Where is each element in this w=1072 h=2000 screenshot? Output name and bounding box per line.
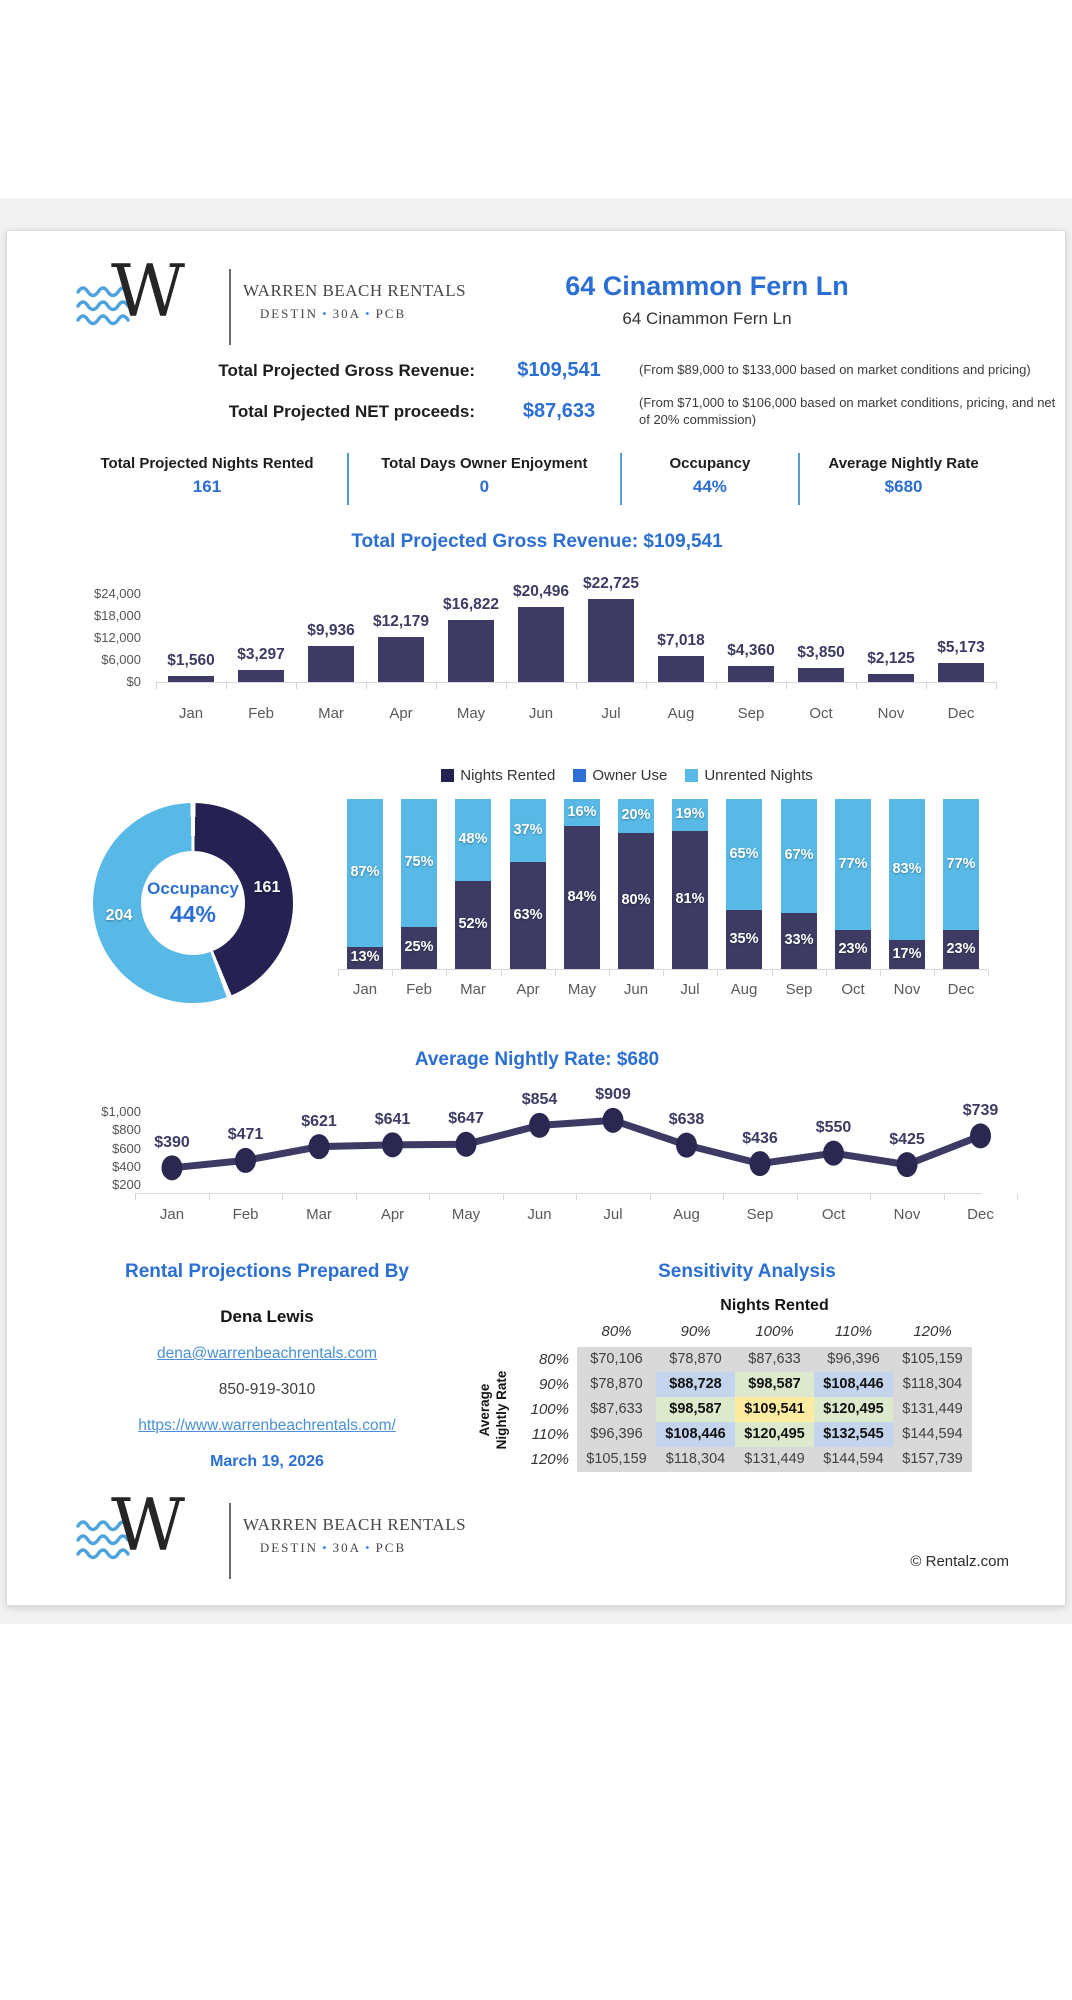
revenue-bar-feb	[238, 670, 284, 682]
x-label-aug: Aug	[730, 981, 758, 998]
brand-name: WARREN BEACH RENTALS	[243, 1515, 467, 1534]
x-label-oct: Oct	[821, 1206, 846, 1223]
rate-point-apr	[382, 1132, 403, 1157]
stack-tick	[934, 970, 935, 976]
prepared-by-block	[67, 1261, 467, 1471]
rate-value-label: $647	[448, 1110, 484, 1128]
stack-tick	[501, 970, 502, 976]
rate-value-label: $854	[521, 1091, 558, 1109]
rate-point-sep	[750, 1151, 771, 1176]
report-date: March 19, 2026	[210, 1453, 324, 1470]
unrented-pct-label: 87%	[350, 864, 380, 880]
x-label-apr: Apr	[380, 1206, 405, 1223]
logo-divider	[229, 269, 231, 345]
stat-occupancy	[622, 453, 801, 505]
sensitivity-row-header: 110%	[531, 1426, 569, 1443]
x-label-jan: Jan	[159, 1206, 185, 1223]
unrented-pct-label: 75%	[404, 854, 434, 870]
sensitivity-row-header: 120%	[530, 1451, 569, 1468]
sensitivity-cell: $120,495	[814, 1397, 893, 1422]
rented-pct-label: 63%	[513, 906, 543, 923]
bar-chart-ytick: $12,000	[94, 630, 141, 645]
sensitivity-row-header: 100%	[530, 1401, 569, 1418]
revenue-bar-jul	[588, 599, 634, 682]
revenue-bar-value: $9,936	[307, 622, 355, 639]
brand-tagline: DESTIN • 30A • PCB	[259, 1540, 407, 1555]
sensitivity-cell: $144,594	[893, 1422, 972, 1447]
stat-nights-rented	[67, 453, 349, 505]
rate-value-label: $641	[374, 1110, 411, 1128]
rate-point-dec	[970, 1123, 991, 1148]
revenue-bar-value: $12,179	[372, 613, 430, 630]
sensitivity-cell: $118,304	[656, 1447, 735, 1472]
unrented-pct-label: 67%	[784, 847, 814, 863]
x-label-nov: Nov	[893, 981, 921, 998]
x-label-nov: Nov	[877, 705, 905, 722]
sensitivity-col-header: 90%	[680, 1323, 711, 1340]
bar-chart-tick	[296, 683, 297, 689]
x-label-may: May	[567, 981, 597, 998]
rate-value-label: $550	[815, 1119, 852, 1137]
x-label-jan: Jan	[178, 705, 204, 722]
stat-owner-enjoyment	[349, 453, 622, 505]
revenue-bar-jan	[168, 676, 214, 682]
bar-chart-tick	[436, 683, 437, 689]
revenue-bar-value: $16,822	[442, 596, 500, 613]
stat-value: $680	[884, 477, 923, 496]
rate-point-oct	[823, 1141, 844, 1166]
rate-value-label: $621	[301, 1112, 337, 1130]
logo-divider	[229, 1503, 231, 1579]
revenue-bar-value: $2,125	[867, 650, 915, 667]
unrented-pct-label: 19%	[675, 806, 705, 822]
x-label-aug: Aug	[673, 1206, 700, 1223]
sensitivity-cell: $132,545	[814, 1422, 893, 1447]
stack-tick	[880, 970, 881, 976]
rented-pct-label: 84%	[567, 888, 597, 905]
rate-value-label: $436	[742, 1129, 778, 1147]
rate-point-feb	[235, 1148, 256, 1173]
stack-tick	[772, 970, 773, 976]
x-label-mar: Mar	[306, 1206, 332, 1223]
rented-pct-label: 80%	[621, 892, 651, 908]
rented-pct-label: 35%	[729, 930, 759, 947]
agent-name: Dena Lewis	[220, 1307, 314, 1326]
sensitivity-cell: $131,449	[735, 1447, 814, 1472]
line-chart-ytick: $1,000	[101, 1104, 141, 1119]
revenue-bar-value: $22,725	[582, 575, 640, 592]
stack-tick	[663, 970, 664, 976]
sensitivity-cell: $120,495	[735, 1422, 814, 1447]
sensitivity-cell: $105,159	[577, 1447, 656, 1472]
stat-label: Total Projected Nights Rented	[100, 455, 314, 472]
footer-logo	[75, 1483, 467, 1585]
revenue-bar-value: $5,173	[937, 639, 985, 656]
bar-chart-tick	[366, 683, 367, 689]
stack-tick	[338, 970, 339, 976]
bar-chart-ytick: $18,000	[94, 608, 141, 623]
x-label-sep: Sep	[746, 1206, 774, 1223]
stack-tick	[826, 970, 827, 976]
line-chart-title: Average Nightly Rate: $680	[414, 1049, 660, 1070]
sensitivity-cell: $96,396	[814, 1347, 893, 1372]
sensitivity-cell: $108,446	[656, 1422, 735, 1447]
stat-value: 44%	[692, 477, 727, 496]
sensitivity-cell: $108,446	[814, 1372, 893, 1397]
x-label-apr: Apr	[389, 705, 413, 722]
brand-tagline: DESTIN • 30A • PCB	[259, 306, 407, 321]
x-label-may: May	[451, 1206, 481, 1223]
rented-pct-label: 52%	[458, 916, 488, 932]
line-chart-ytick: $200	[112, 1177, 141, 1193]
gross-revenue-bar-chart	[7, 569, 1067, 739]
x-label-jun: Jun	[528, 705, 554, 722]
bar-chart-tick	[156, 683, 157, 689]
tagline-dot-icon: •	[365, 306, 372, 321]
sensitivity-cell: $144,594	[814, 1447, 893, 1472]
property-subtitle: 64 Cinammon Fern Ln	[622, 309, 792, 328]
stat-nightly-rate	[800, 453, 1007, 505]
rate-value-label: $909	[595, 1086, 631, 1104]
donut-center	[141, 851, 245, 955]
x-label-jul: Jul	[601, 705, 621, 722]
net-proceeds-note: (From $71,000 to $106,000 based on market conditions, pricing, and net of 20% commission)	[639, 395, 1056, 427]
unrented-pct-label: 20%	[621, 807, 651, 823]
tagline-dot-icon: •	[365, 1540, 372, 1555]
unrented-pct-label: 48%	[458, 831, 488, 847]
occupancy-section	[7, 759, 1067, 1009]
legend-swatch-icon	[685, 769, 698, 782]
revenue-bar-value: $7,018	[657, 632, 705, 649]
sensitivity-row-header: 80%	[538, 1351, 569, 1368]
rate-point-may	[456, 1132, 477, 1157]
rented-pct-label: 17%	[892, 945, 922, 962]
stack-tick	[446, 970, 447, 976]
revenue-bar-aug	[658, 656, 704, 682]
rate-point-nov	[897, 1152, 918, 1177]
sensitivity-cell: $87,633	[735, 1347, 814, 1372]
sensitivity-cell: $98,587	[656, 1397, 735, 1422]
stack-tick	[555, 970, 556, 976]
legend-swatch-icon	[441, 769, 454, 782]
unrented-pct-label: 37%	[513, 821, 543, 838]
x-label-feb: Feb	[248, 705, 274, 722]
x-label-oct: Oct	[809, 705, 833, 722]
x-label-aug: Aug	[667, 705, 695, 722]
x-label-may: May	[456, 705, 486, 722]
revenue-bar-value: $3,297	[237, 646, 285, 663]
sensitivity-cell: $105,159	[893, 1347, 972, 1372]
rate-point-jun	[529, 1113, 550, 1138]
sensitivity-cell: $98,587	[735, 1372, 814, 1397]
bar-chart-tick	[646, 683, 647, 689]
sensitivity-cell: $109,541	[735, 1397, 814, 1422]
report-page	[6, 230, 1066, 1606]
sensitivity-col-group: Nights Rented	[720, 1297, 829, 1314]
x-label-jul: Jul	[680, 981, 700, 998]
x-label-sep: Sep	[737, 705, 765, 722]
tagline-dot-icon: •	[322, 306, 329, 321]
nightly-rate-line-chart	[7, 1076, 1067, 1236]
sensitivity-cell: $87,633	[577, 1397, 656, 1422]
sensitivity-title: Sensitivity Analysis	[658, 1261, 836, 1282]
agent-phone: 850-919-3010	[218, 1381, 316, 1398]
x-label-mar: Mar	[318, 705, 344, 722]
revenue-bar-dec	[938, 663, 984, 682]
line-chart-ytick: $800	[112, 1122, 141, 1138]
stat-label: Total Days Owner Enjoyment	[381, 455, 588, 472]
bar-chart-tick	[856, 683, 857, 689]
bar-chart-ytick: $6,000	[101, 652, 141, 667]
gross-revenue-value: $109,541	[517, 359, 601, 381]
sensitivity-cell: $131,449	[893, 1397, 972, 1422]
rate-point-jul	[603, 1108, 624, 1133]
bar-chart-tick	[576, 683, 577, 689]
revenue-bar-mar	[308, 646, 354, 682]
sensitivity-col-header: 100%	[755, 1323, 794, 1340]
x-label-jun: Jun	[623, 981, 649, 998]
header-title-block	[427, 271, 987, 329]
x-label-feb: Feb	[232, 1206, 259, 1223]
bar-chart-title: Total Projected Gross Revenue: $109,541	[351, 531, 723, 552]
x-label-jan: Jan	[352, 981, 378, 998]
sensitivity-analysis	[467, 1261, 1027, 1561]
legend-item-nights-rented: Nights Rented	[441, 767, 555, 784]
prepared-by-title: Rental Projections Prepared By	[124, 1261, 410, 1282]
sensitivity-col-header: 110%	[834, 1323, 873, 1340]
x-label-oct: Oct	[841, 981, 865, 998]
revenue-bar-value: $4,360	[727, 642, 775, 659]
agency-website-link[interactable]: https://www.warrenbeachrentals.com/	[138, 1417, 396, 1434]
sensitivity-cell: $88,728	[656, 1372, 735, 1397]
sensitivity-col-header: 80%	[601, 1323, 632, 1340]
gross-revenue-label: Total Projected Gross Revenue:	[218, 361, 475, 380]
line-chart-ytick: $600	[112, 1140, 141, 1156]
rented-pct-label: 13%	[350, 949, 380, 965]
stack-tick	[392, 970, 393, 976]
sensitivity-row-group: Average Nightly Rate	[477, 1370, 509, 1450]
bar-chart-tick	[996, 683, 997, 689]
line-chart-ytick: $400	[112, 1158, 141, 1174]
donut-center-value: 44%	[169, 900, 217, 927]
x-label-jun: Jun	[527, 1206, 552, 1223]
sensitivity-cell: $78,870	[656, 1347, 735, 1372]
x-label-mar: Mar	[460, 981, 486, 998]
x-label-feb: Feb	[406, 981, 432, 998]
rate-point-mar	[309, 1134, 330, 1159]
unrented-pct-label: 77%	[838, 855, 868, 872]
stat-label: Average Nightly Rate	[828, 455, 979, 472]
unrented-pct-label: 77%	[946, 855, 976, 872]
bar-chart-tick	[226, 683, 227, 689]
tagline-dot-icon: •	[322, 1540, 329, 1555]
rented-pct-label: 23%	[838, 940, 868, 957]
rented-pct-label: 23%	[946, 940, 976, 957]
x-label-dec: Dec	[947, 981, 975, 998]
bar-chart-ytick: $0	[126, 674, 141, 689]
unrented-pct-label: 65%	[729, 845, 759, 862]
legend-item-unrented-nights: Unrented Nights	[685, 767, 812, 784]
rented-pct-label: 25%	[404, 939, 434, 955]
rate-point-aug	[676, 1133, 697, 1158]
sensitivity-cell: $78,870	[577, 1372, 656, 1397]
stats-row	[67, 453, 1007, 505]
occupancy-legend	[347, 767, 907, 784]
revenue-bar-value: $3,850	[797, 644, 845, 661]
x-label-jul: Jul	[603, 1206, 623, 1223]
revenue-bar-value: $1,560	[167, 652, 215, 669]
x-label-sep: Sep	[785, 981, 813, 998]
rate-value-label: $425	[889, 1130, 925, 1148]
unrented-pct-label: 83%	[892, 860, 922, 877]
rented-pct-label: 81%	[675, 891, 705, 907]
revenue-bar-oct	[798, 668, 844, 682]
bar-chart-tick	[786, 683, 787, 689]
revenue-bar-jun	[518, 607, 564, 682]
stat-label: Occupancy	[669, 455, 751, 472]
net-proceeds-label: Total Projected NET proceeds:	[228, 402, 475, 421]
x-label-apr: Apr	[516, 981, 540, 998]
donut-center-label: Occupancy	[147, 878, 239, 898]
logo-monogram: W	[111, 249, 186, 333]
sensitivity-row-header: 90%	[538, 1376, 569, 1393]
rented-pct-label: 33%	[784, 932, 814, 948]
x-label-dec: Dec	[967, 1206, 994, 1223]
donut-unrented-label: 204	[105, 907, 133, 924]
rate-point-jan	[162, 1155, 183, 1180]
stat-value: 161	[192, 477, 222, 496]
unrented-pct-label: 16%	[567, 803, 597, 820]
revenue-bar-apr	[378, 637, 424, 682]
revenue-bar-nov	[868, 674, 914, 682]
agent-email-link[interactable]: dena@warrenbeachrentals.com	[157, 1345, 377, 1362]
sensitivity-cell: $70,106	[577, 1347, 656, 1372]
sensitivity-cell: $118,304	[893, 1372, 972, 1397]
bar-chart-tick	[926, 683, 927, 689]
gross-revenue-note: (From $89,000 to $133,000 based on market conditions and pricing)	[639, 362, 1031, 377]
rate-value-label: $471	[227, 1126, 264, 1144]
stack-tick	[609, 970, 610, 976]
logo-monogram: W	[111, 1483, 186, 1567]
revenue-bar-value: $20,496	[512, 583, 570, 600]
revenue-bar-may	[448, 620, 494, 682]
stat-value: 0	[479, 477, 490, 496]
rate-value-label: $739	[962, 1101, 999, 1119]
sensitivity-cell: $96,396	[577, 1422, 656, 1447]
header-logo	[75, 249, 467, 351]
occupancy-donut	[93, 803, 293, 1003]
bar-chart-tick	[716, 683, 717, 689]
copyright-text: © Rentalz.com	[910, 1553, 1009, 1570]
sensitivity-col-header: 120%	[913, 1323, 952, 1340]
property-title: 64 Cinammon Fern Ln	[565, 271, 849, 301]
stack-tick	[988, 970, 989, 976]
revenue-bar-sep	[728, 666, 774, 682]
rate-value-label: $390	[154, 1133, 190, 1151]
x-label-nov: Nov	[893, 1206, 921, 1223]
stack-tick	[717, 970, 718, 976]
x-label-dec: Dec	[947, 705, 975, 722]
donut-rented-label: 161	[253, 879, 281, 896]
bar-chart-ytick: $24,000	[94, 586, 141, 601]
brand-name: WARREN BEACH RENTALS	[243, 281, 467, 300]
net-proceeds-value: $87,633	[522, 400, 596, 422]
legend-item-owner-use: Owner Use	[573, 767, 667, 784]
legend-swatch-icon	[573, 769, 586, 782]
sensitivity-cell: $157,739	[893, 1447, 972, 1472]
rate-value-label: $638	[668, 1111, 705, 1129]
bar-chart-tick	[506, 683, 507, 689]
